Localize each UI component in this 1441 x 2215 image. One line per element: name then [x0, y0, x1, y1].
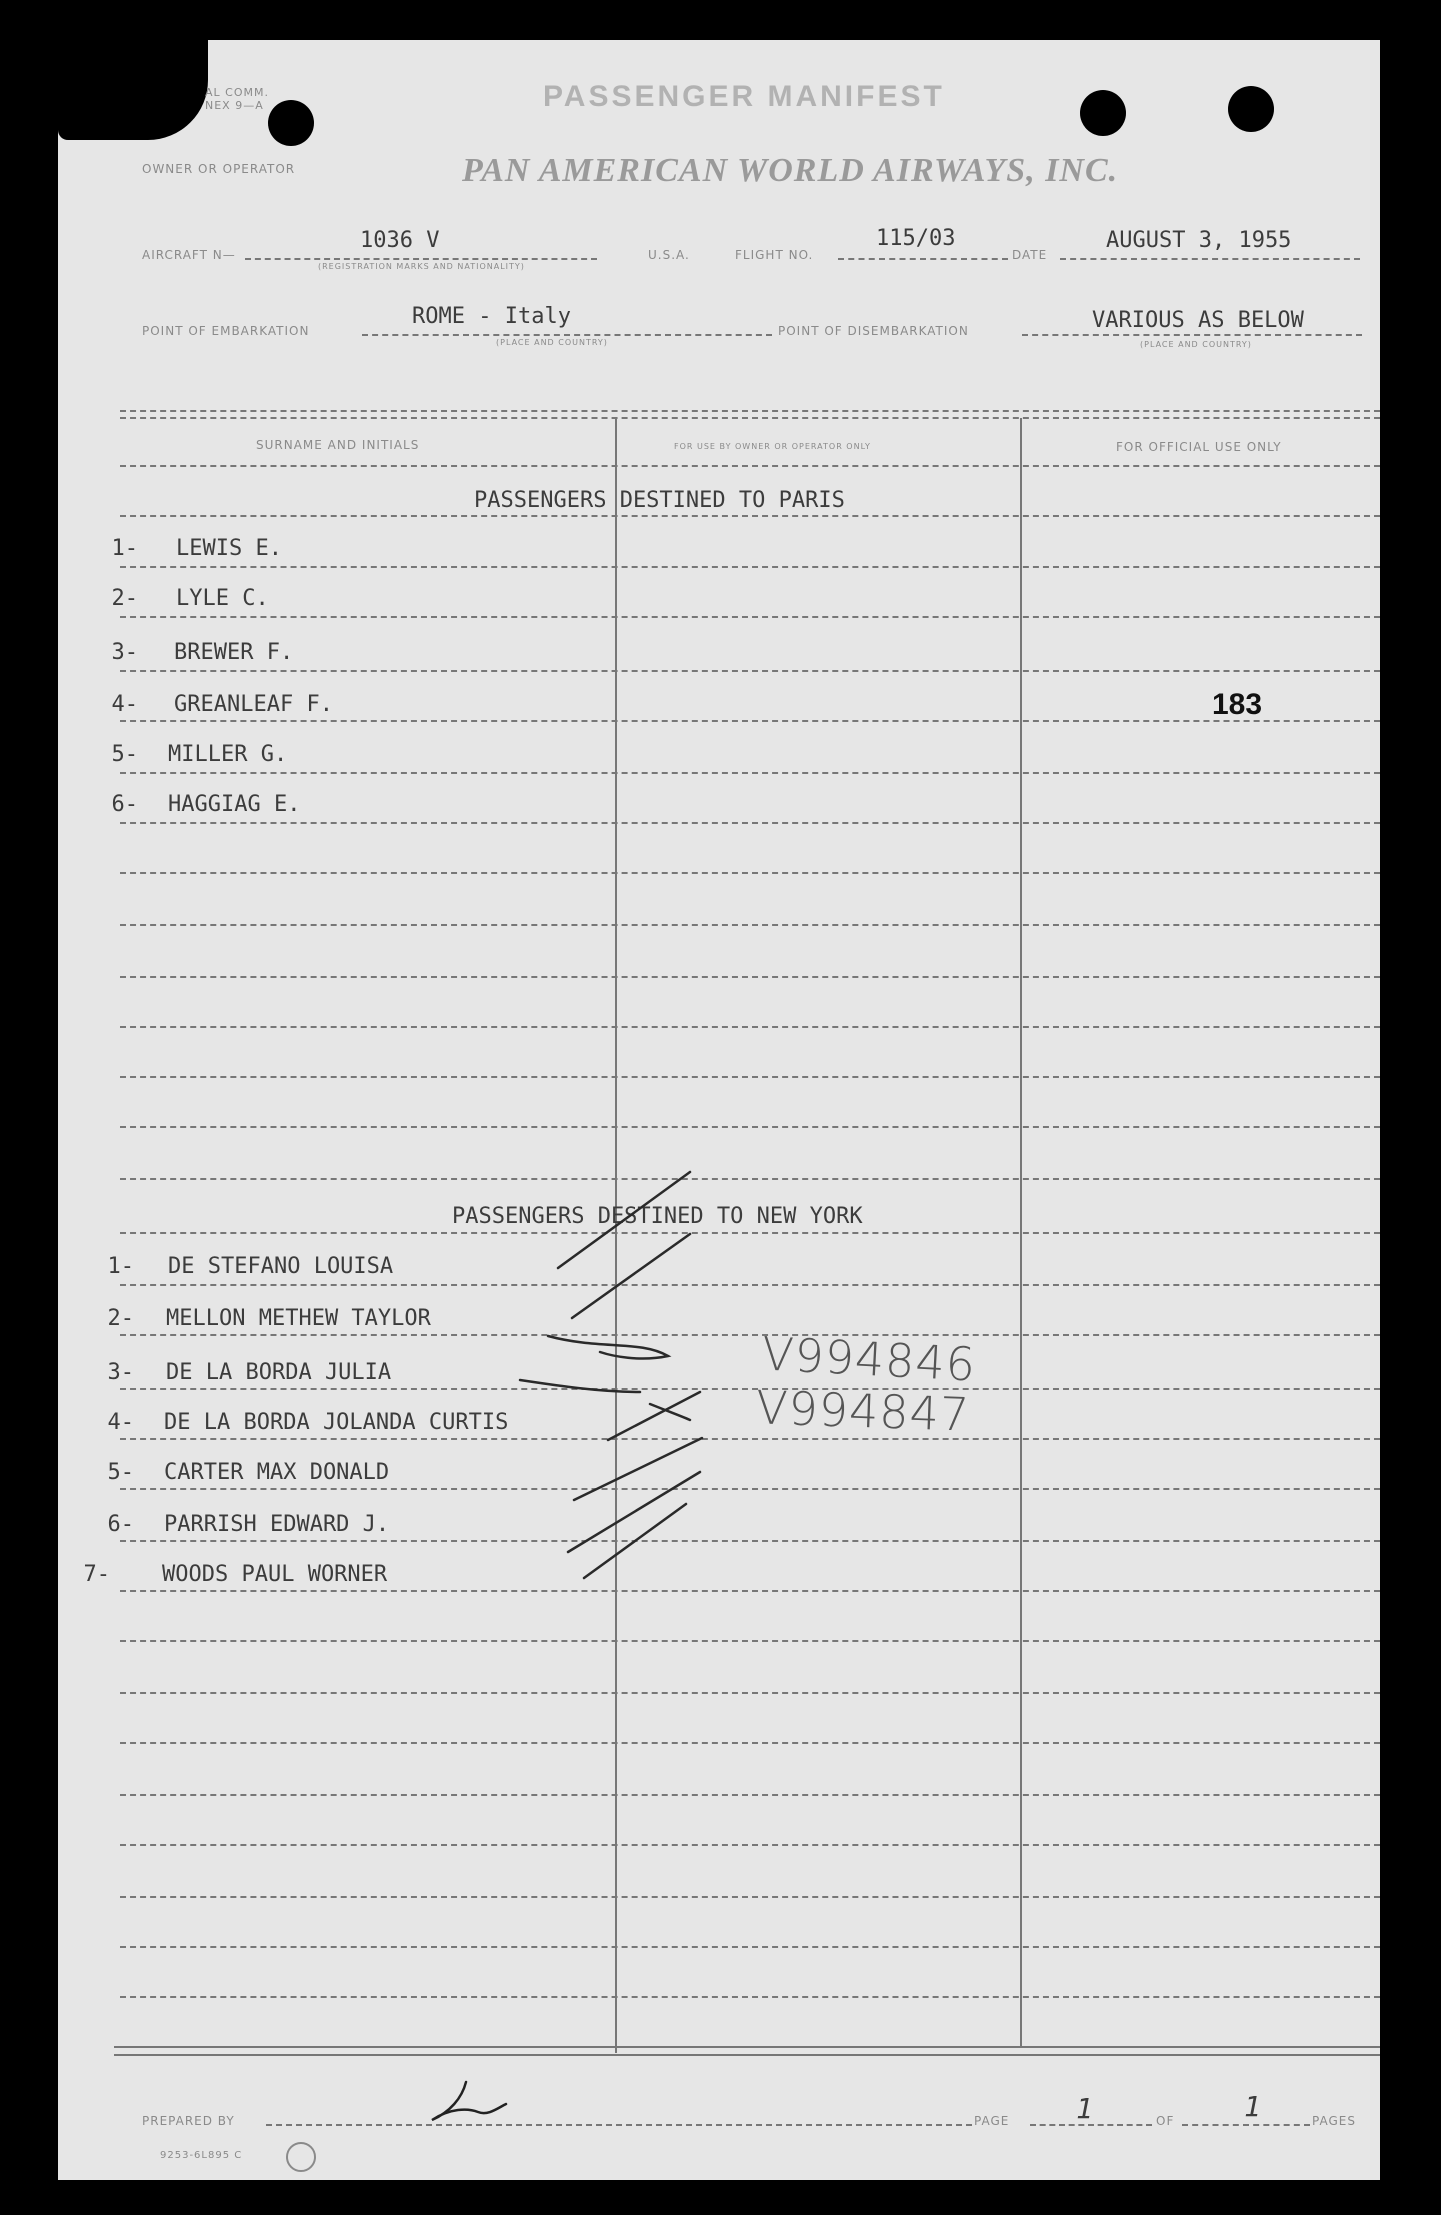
union-label-icon — [286, 2142, 316, 2172]
row-number: 7- — [83, 1562, 110, 1587]
passenger-name: GREANLEAF F. — [174, 692, 333, 717]
row-number: 4- — [111, 692, 138, 717]
passenger-name: CARTER MAX DONALD — [164, 1460, 390, 1485]
row-number: 3- — [111, 640, 138, 665]
page-underline — [1030, 2124, 1152, 2126]
of-label: OF — [1156, 2114, 1175, 2128]
of-value: 1 — [1244, 2090, 1261, 2123]
passenger-name: HAGGIAG E. — [168, 792, 301, 817]
handwritten-visa-1: V994846 — [760, 1326, 978, 1392]
embarkation-sublabel: (PLACE AND COUNTRY) — [496, 338, 608, 347]
date-label: DATE — [1012, 248, 1048, 262]
form-code: 9253-6L895 C — [160, 2150, 243, 2161]
embarkation-value: ROME - Italy — [412, 304, 571, 329]
passenger-name: WOODS PAUL WORNER — [162, 1562, 388, 1587]
embarkation-label: POINT OF EMBARKATION — [142, 324, 310, 338]
row-number: 4- — [107, 1410, 134, 1435]
row-number: 2- — [111, 586, 138, 611]
disembarkation-label: POINT OF DISEMBARKATION — [778, 324, 969, 338]
row-number: 3- — [107, 1360, 134, 1385]
row-number: 6- — [111, 792, 138, 817]
row-number: 6- — [107, 1512, 134, 1537]
aircraft-sublabel: (REGISTRATION MARKS AND NATIONALITY) — [318, 262, 525, 271]
passenger-name: PARRISH EDWARD J. — [164, 1512, 390, 1537]
handwritten-visa-2: V994847 — [755, 1380, 971, 1442]
aircraft-value: 1036 V — [360, 228, 440, 253]
passenger-name: LEWIS E. — [176, 536, 282, 561]
passenger-name: MELLON METHEW TAYLOR — [166, 1306, 431, 1331]
row-number: 1- — [111, 536, 138, 561]
form-ref-line1: AL COMM. — [205, 86, 269, 99]
section-heading-new-york: PASSENGERS DESTINED TO NEW YORK — [452, 1204, 863, 1229]
pages-label: PAGES — [1312, 2114, 1356, 2128]
passenger-name: BREWER F. — [174, 640, 294, 665]
form-ref-line2: NEX 9—A — [205, 99, 264, 112]
column-header-official-use: FOR OFFICIAL USE ONLY — [1116, 440, 1282, 454]
page-label: PAGE — [974, 2114, 1010, 2128]
row-number: 2- — [107, 1306, 134, 1331]
owner-label: OWNER OR OPERATOR — [142, 162, 296, 176]
passenger-name: DE LA BORDA JULIA — [166, 1360, 392, 1385]
row-number: 1- — [107, 1254, 134, 1279]
row-number: 5- — [107, 1460, 134, 1485]
passenger-name: LYLE C. — [176, 586, 269, 611]
passenger-name: MILLER G. — [168, 742, 288, 767]
official-stamp-number: 183 — [1212, 688, 1263, 721]
flight-label: FLIGHT NO. — [735, 248, 814, 262]
usa-label: U.S.A. — [648, 248, 690, 262]
passenger-name: DE STEFANO LOUISA — [168, 1254, 394, 1279]
passenger-name: DE LA BORDA JOLANDA CURTIS — [164, 1410, 509, 1435]
column-header-owner-use: FOR USE BY OWNER OR OPERATOR ONLY — [674, 442, 871, 451]
page-title: PASSENGER MANIFEST — [543, 80, 945, 113]
column-header-surname: SURNAME AND INITIALS — [256, 438, 420, 452]
of-underline — [1182, 2124, 1310, 2126]
section-heading-paris: PASSENGERS DESTINED TO PARIS — [474, 488, 845, 513]
date-value: AUGUST 3, 1955 — [1106, 228, 1292, 253]
page-value: 1 — [1076, 2092, 1093, 2125]
company-name: PAN AMERICAN WORLD AIRWAYS, INC. — [462, 152, 1119, 189]
aircraft-label: AIRCRAFT N— — [142, 248, 236, 262]
row-number: 5- — [111, 742, 138, 767]
disembarkation-sublabel: (PLACE AND COUNTRY) — [1140, 340, 1252, 349]
disembarkation-value: VARIOUS AS BELOW — [1092, 308, 1304, 333]
prepared-by-label: PREPARED BY — [142, 2114, 235, 2128]
flight-value: 115/03 — [876, 226, 956, 251]
